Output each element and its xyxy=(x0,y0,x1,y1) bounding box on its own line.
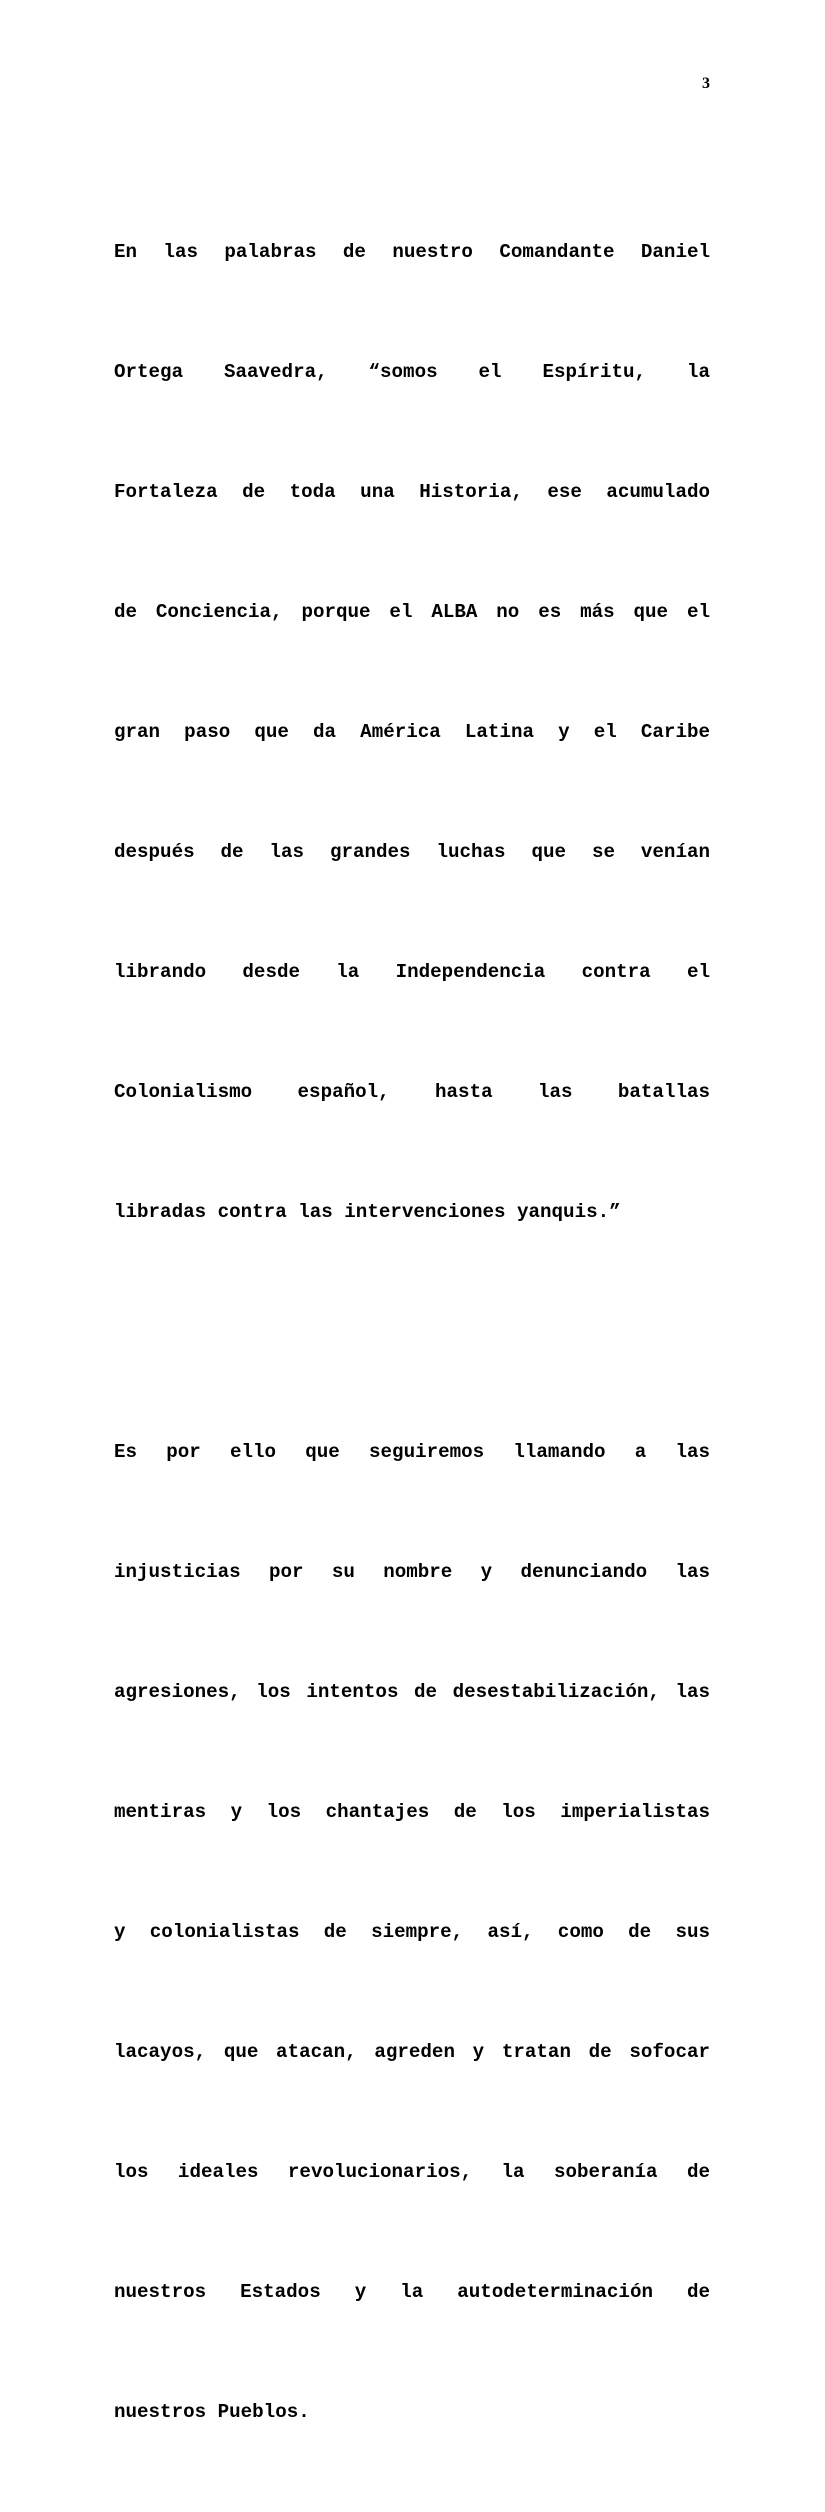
page-number: 3 xyxy=(702,75,710,92)
text-line: los ideales revolucionarios, la soberanía de xyxy=(114,2161,710,2183)
paragraph-spacer xyxy=(114,1312,710,1352)
text-line: y colonialistas de siempre, así, como de sus xyxy=(114,1921,710,1943)
text-line: después de las grandes luchas que se venían xyxy=(114,841,710,863)
text-line: agresiones, los intentos de desestabilización, las xyxy=(114,1681,710,1703)
text-line: mentiras y los chantajes de los imperialistas xyxy=(114,1801,710,1823)
text-line: gran paso que da América Latina y el Caribe xyxy=(114,721,710,743)
text-line: nuestros Pueblos. xyxy=(114,2401,310,2423)
paragraph-1 xyxy=(114,152,710,1312)
document-body xyxy=(114,152,710,2512)
text-line: de Conciencia, porque el ALBA no es más que el xyxy=(114,601,710,623)
text-line: injusticias por su nombre y denunciando las xyxy=(114,1561,710,1583)
text-line: Fortaleza de toda una Historia, ese acumulado xyxy=(114,481,710,503)
text-line: nuestros Estados y la autodeterminación de xyxy=(114,2281,710,2303)
text-line: Es por ello que seguiremos llamando a las xyxy=(114,1441,710,1463)
text-line: librando desde la Independencia contra el xyxy=(114,961,710,983)
text-line: lacayos, que atacan, agreden y tratan de sofocar xyxy=(114,2041,710,2063)
text-line: Colonialismo español, hasta las batallas xyxy=(114,1081,710,1103)
text-line: libradas contra las intervenciones yanquis.” xyxy=(114,1201,621,1223)
text-line: En las palabras de nuestro Comandante Daniel xyxy=(114,241,710,263)
paragraph-2 xyxy=(114,1352,710,2512)
text-line: Ortega Saavedra, “somos el Espíritu, la xyxy=(114,361,710,383)
